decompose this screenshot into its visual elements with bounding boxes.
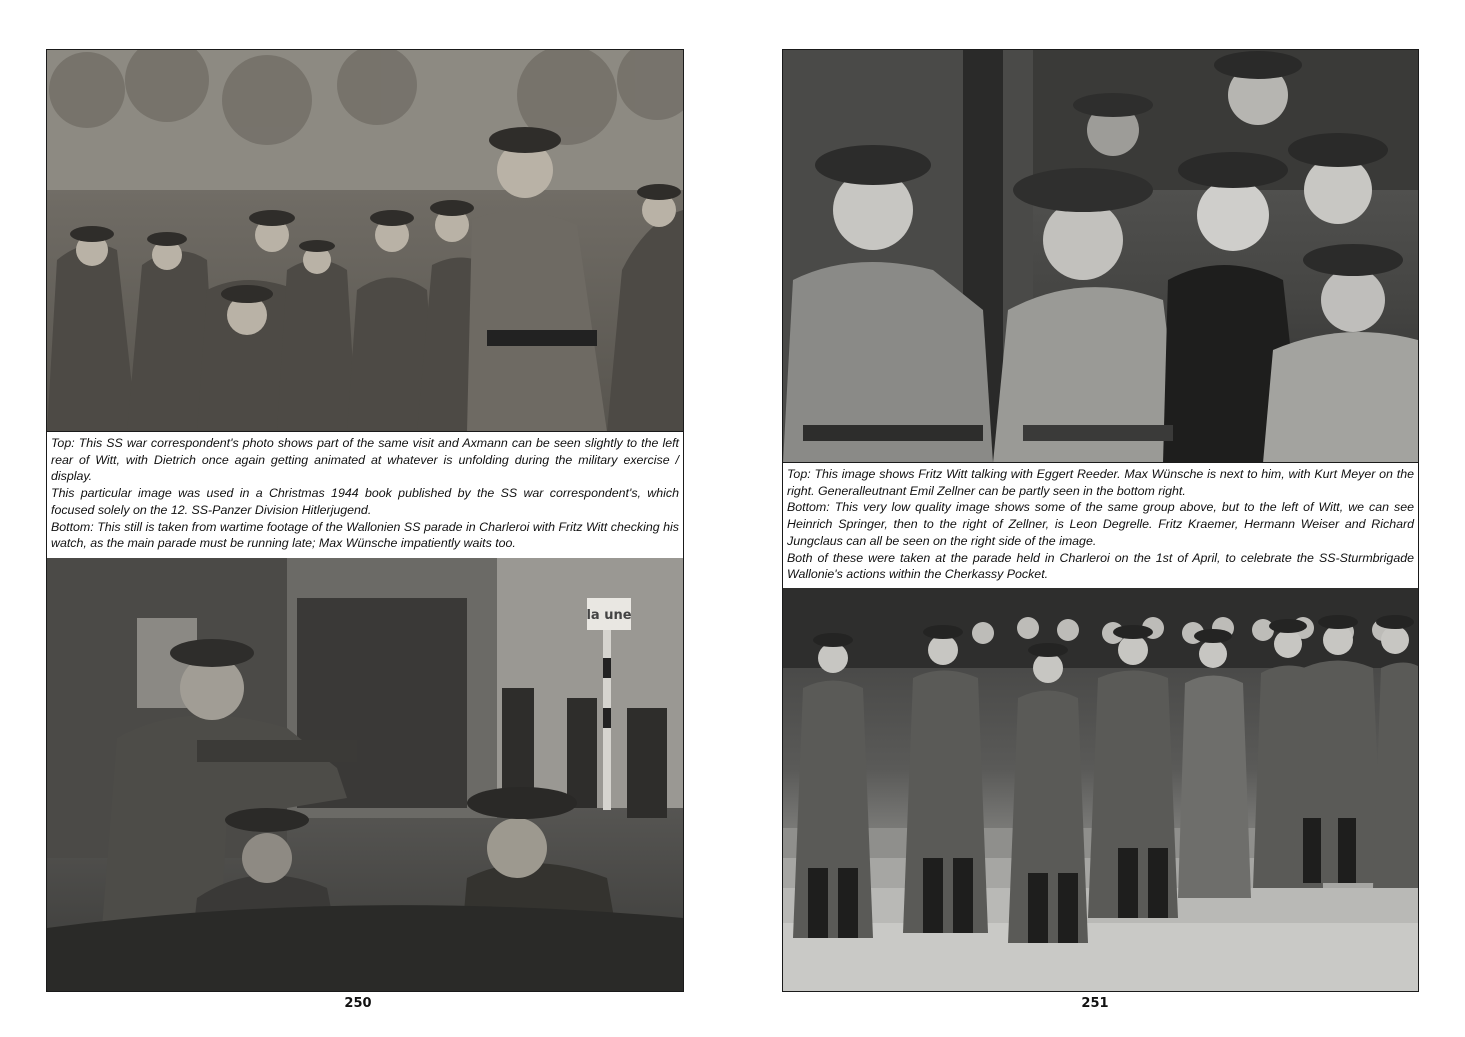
left-caption-line: Top: This SS war correspondent's photo shows part of the same visit and Axmann can be seen slightly to the left rear of Witt, with Dietrich once again getting animated at whatever is unfolding during the military exercise / display. bbox=[51, 436, 679, 484]
left-caption bbox=[47, 431, 683, 559]
left-page-frame bbox=[46, 49, 684, 992]
right-caption-line: Top: This image shows Fritz Witt talking with Eggert Reeder. Max Wünsche is next to him, with Kurt Meyer on the right. Generalleutnant Emil Zellner can be partly seen in the bottom right. bbox=[787, 467, 1414, 498]
left-caption-line: Bottom: This still is taken from wartime footage of the Wallonien SS parade in Charleroi with Fritz Witt checking his watch, as the main parade must be running late; Max Wünsche impatiently waits too. bbox=[51, 519, 679, 551]
page-number: 250 bbox=[344, 996, 372, 1011]
right-page-frame bbox=[782, 49, 1419, 992]
page-number: 251 bbox=[1081, 996, 1109, 1011]
right-page bbox=[732, 0, 1465, 1037]
group-on-steps-photo bbox=[783, 588, 1418, 991]
right-caption-line: Both of these were taken at the parade held in Charleroi on the 1st of April, to celebrate the SS-Sturmbrigade Wallonie's actions within the Cherkassy Pocket. bbox=[787, 550, 1414, 582]
officers-outdoor-photo bbox=[47, 50, 683, 432]
right-caption-line: Bottom: This very low quality image shows some of the same group above, but to the left of Witt, we can see Heinrich Springer, then to the right of Zellner, is Leon Degrelle. Fritz Kraemer, Hermann Weiser and Richard Jungclaus can all be seen on the right side of the image. bbox=[787, 500, 1414, 548]
parade-car-photo bbox=[47, 558, 683, 991]
sign-text: la une bbox=[586, 608, 632, 623]
left-page bbox=[0, 0, 732, 1037]
left-caption-line: This particular image was used in a Christmas 1944 book published by the SS war correspondent's, which focused solely on the 12. SS-Panzer Division Hitlerjugend. bbox=[51, 486, 679, 517]
right-caption bbox=[783, 462, 1418, 589]
officers-closeup-photo bbox=[783, 50, 1418, 463]
